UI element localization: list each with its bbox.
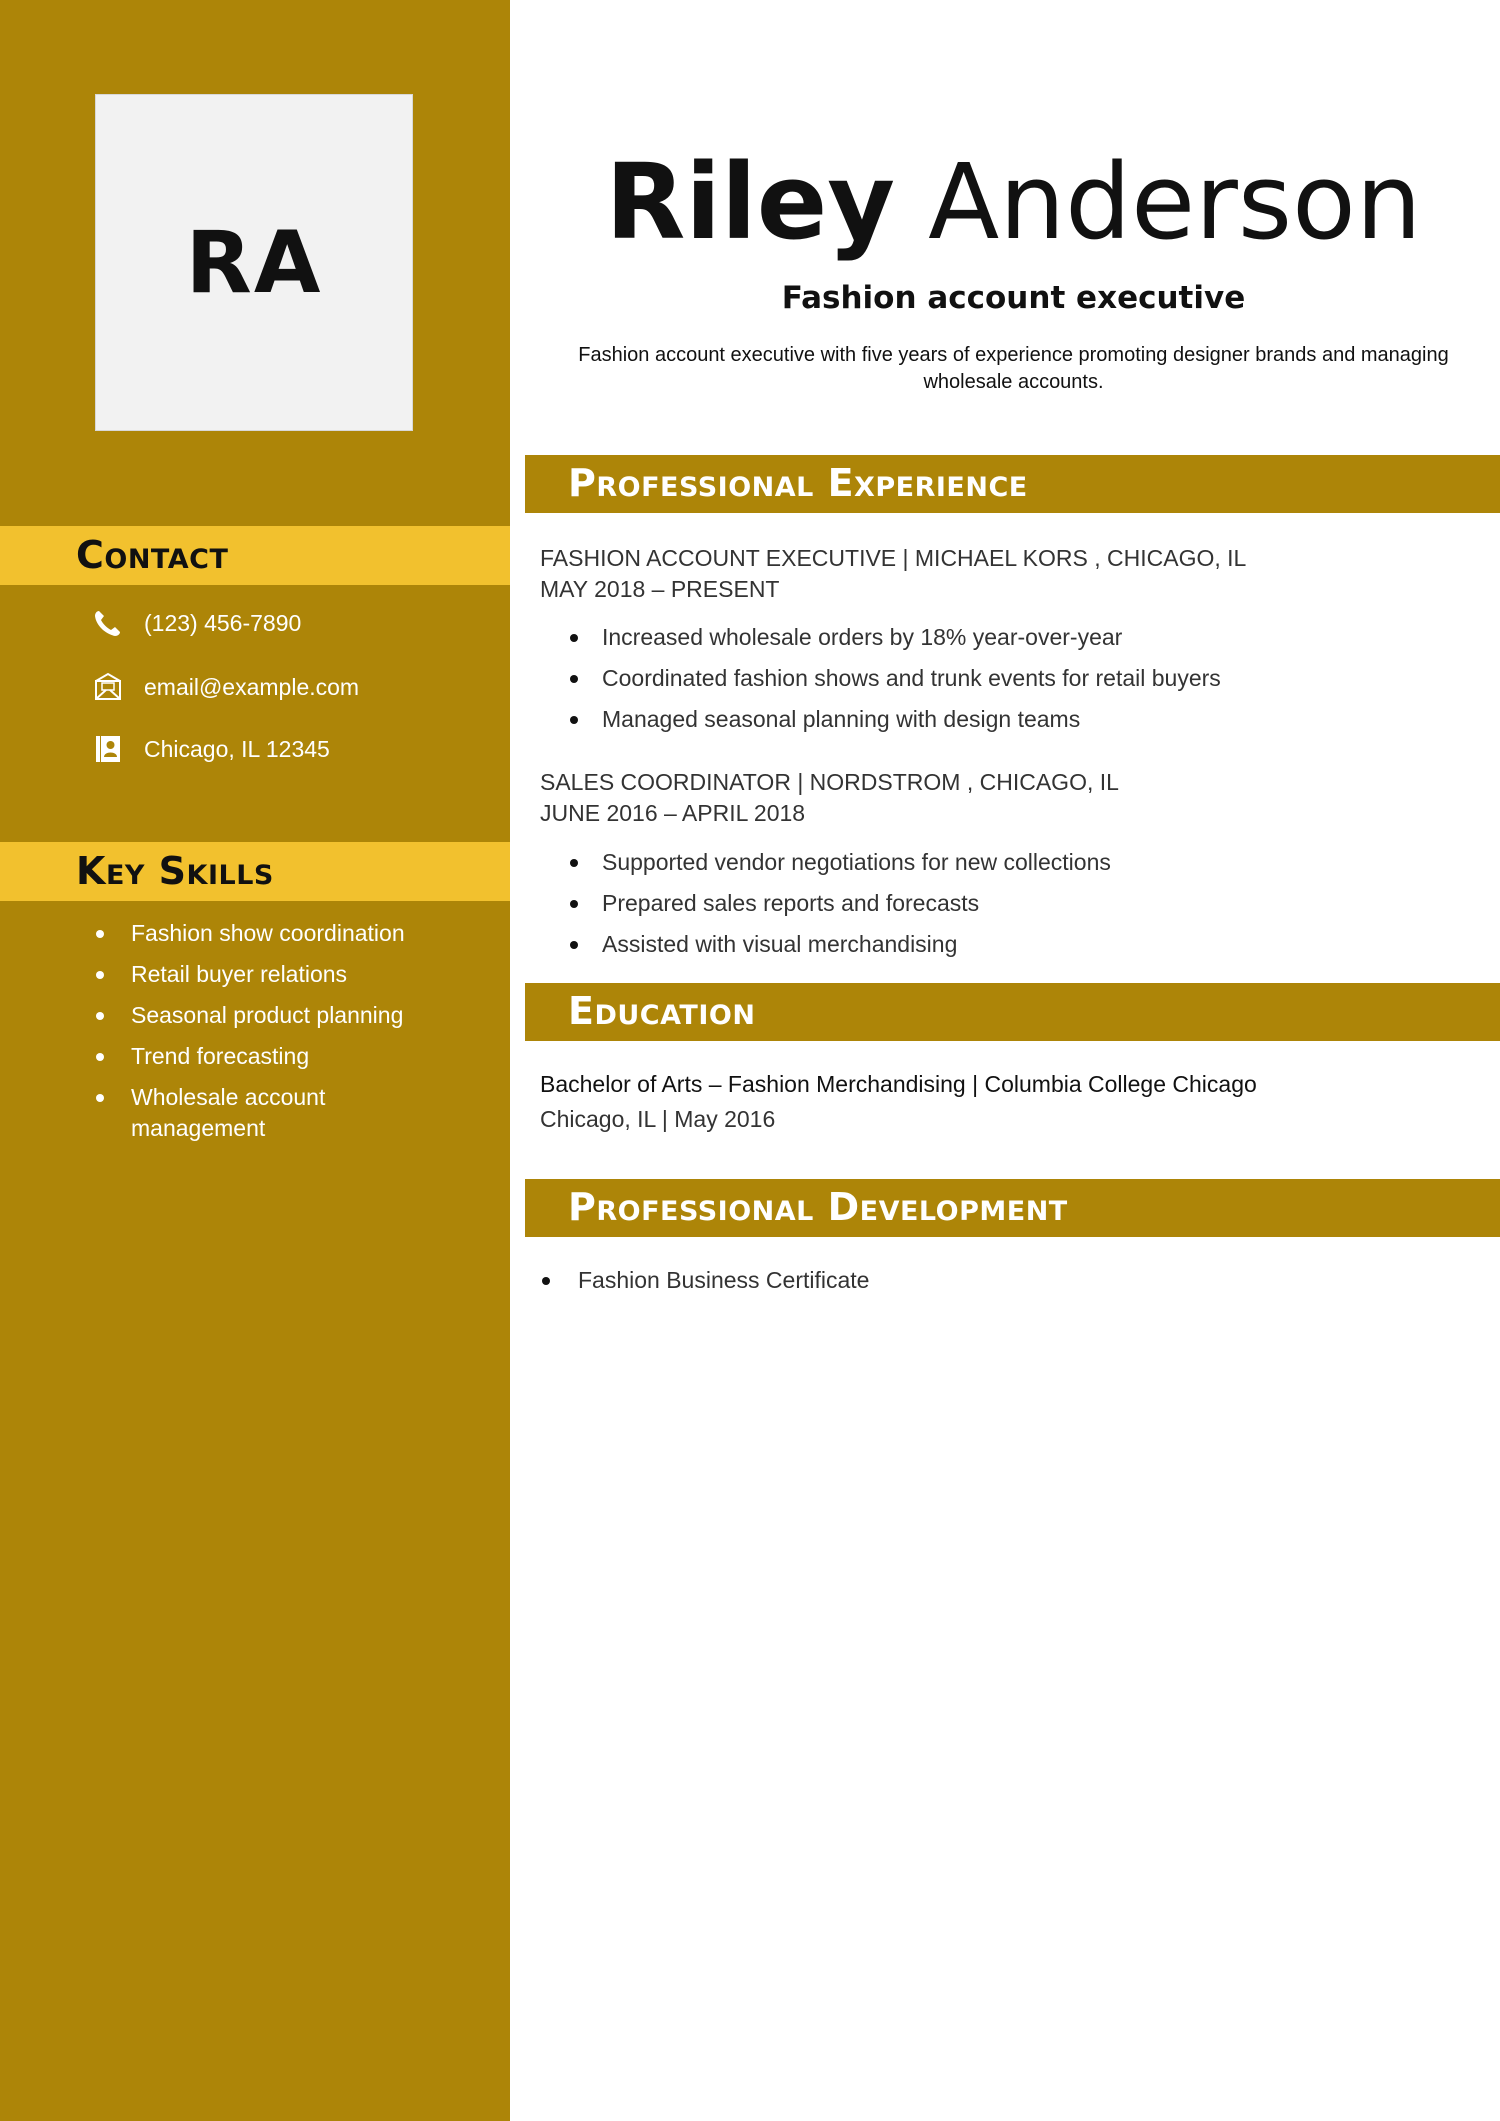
job-bullet: Coordinated fashion shows and trunk events for retail buyers [570, 663, 1221, 694]
contact-email [92, 669, 359, 705]
job-bullet: Prepared sales reports and forecasts [570, 888, 1111, 919]
education-heading: Education [568, 989, 756, 1033]
full-name [510, 141, 1500, 263]
email-text[interactable]: email@example.com [144, 673, 360, 700]
contact-heading-bar [0, 526, 510, 585]
envelope-icon [92, 671, 124, 703]
skills-heading-bar [0, 842, 510, 901]
development-heading-bar [525, 1179, 1500, 1237]
job-title-line: SALES COORDINATOR | NORDSTROM , CHICAGO, IL [540, 769, 1119, 795]
development-heading: Professional Development [568, 1185, 1068, 1229]
skill-item: Wholesale account management [96, 1082, 391, 1144]
job-bullet: Supported vendor negotiations for new collections [570, 847, 1111, 878]
main-content [510, 0, 1500, 2121]
summary: Fashion account executive with five years of experience promoting designer brands and managing wholesale accounts. [578, 344, 1449, 393]
job-bullet: Increased wholesale orders by 18% year-over-year [570, 622, 1221, 653]
education-heading-bar [525, 983, 1500, 1041]
skill-item: Trend forecasting [96, 1041, 456, 1072]
development-list [540, 1265, 869, 1296]
experience-heading-bar [525, 455, 1500, 513]
degree-line: Bachelor of Arts – Fashion Merchandising | Columbia College Chicago [540, 1071, 1257, 1097]
development-item: Fashion Business Certificate [540, 1265, 869, 1296]
job-bullets [570, 847, 1111, 970]
education-location-line: Chicago, IL | May 2016 [540, 1106, 776, 1132]
experience-heading: Professional Experience [568, 461, 1028, 505]
skill-item: Fashion show coordination [96, 918, 456, 949]
phone-text[interactable]: (123) 456-7890 [144, 609, 302, 636]
skills-heading: Key Skills [76, 849, 274, 893]
job-bullet: Managed seasonal planning with design teams [570, 704, 1221, 735]
job-dates: MAY 2018 – PRESENT [540, 576, 780, 602]
last-name: Anderson [928, 141, 1422, 263]
job-title: Fashion account executive [781, 280, 1246, 316]
contact-heading: Contact [76, 533, 229, 577]
initials: RA [185, 212, 323, 313]
contact-phone [92, 605, 301, 641]
job-dates: JUNE 2016 – APRIL 2018 [540, 800, 806, 826]
skills-list [96, 918, 456, 1154]
first-name: Riley [605, 141, 896, 263]
job-bullets [570, 622, 1221, 745]
phone-icon [92, 607, 124, 639]
job-title-line: FASHION ACCOUNT EXECUTIVE | MICHAEL KORS , CHICAGO, IL [540, 545, 1247, 571]
sidebar [0, 0, 510, 2121]
contact-location [92, 731, 330, 767]
job-bullet: Assisted with visual merchandising [570, 929, 1111, 960]
contact-card-icon [92, 733, 124, 765]
initials-box [95, 94, 413, 431]
skill-item: Retail buyer relations [96, 959, 456, 990]
location-text: Chicago, IL 12345 [144, 735, 330, 762]
skill-item: Seasonal product planning [96, 1000, 456, 1031]
